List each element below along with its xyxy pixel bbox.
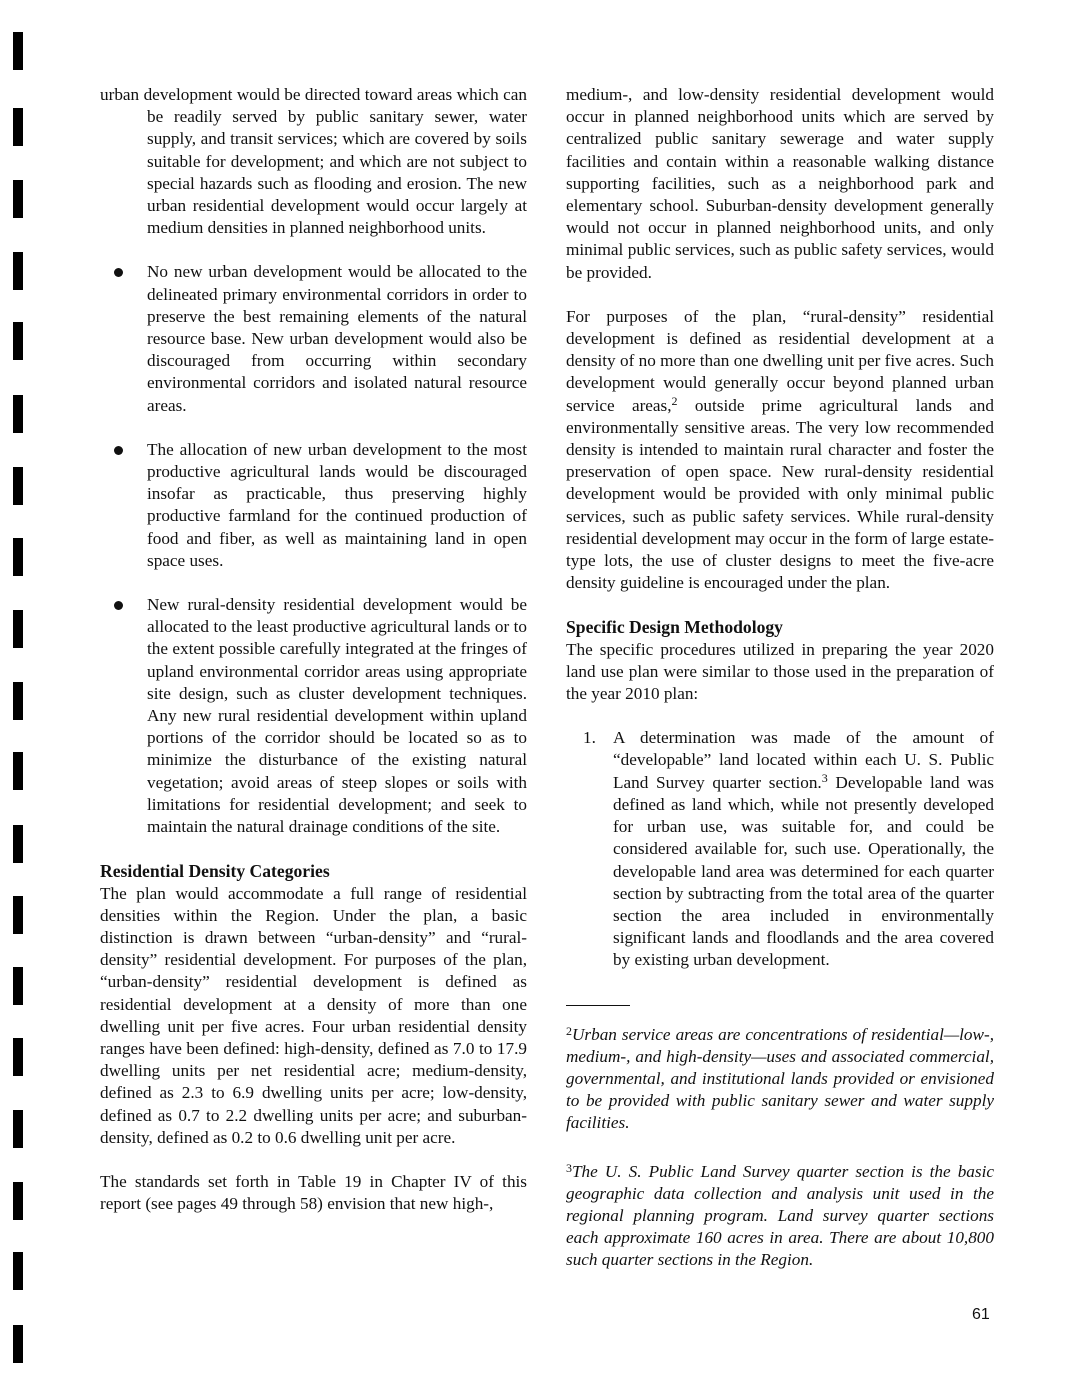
binding-mark	[13, 1110, 23, 1148]
step-text-a: A determination was made of the amount of “developable” land located within each U. S. Public Land Survey quarter section.	[613, 728, 994, 792]
list-item	[100, 261, 527, 416]
numbered-list	[566, 727, 994, 971]
paragraph-rural-density	[566, 306, 994, 595]
binding-mark	[13, 1252, 23, 1290]
footnote-ref-2: 2	[671, 393, 678, 408]
step-text-b: Developable land was defined as land which, while not presently developed for urban use, was suitable for, and could be considered available for, such use. Operationally, the developable land area was determined for each quarter section by subtracting from the total area of the quarter section the area included in environmentally significant lands and floodlands and the area covered by existing urban development.	[613, 772, 994, 970]
bullet-text: New rural-density residential development would be allocated to the least productive agricultural lands or to the extent possible carefully integrated at the fringes of upland environmental corridor areas using appropriate site design, such as cluster development techniques. Any new rural residential development within upland portions of the corridor should be located so as to minimize the disturbance of the existing natural vegetation; avoid areas of steep slopes or soils with limitations for residential development; and seek to maintain the natural drainage conditions of the site.	[147, 595, 527, 837]
binding-mark	[13, 32, 23, 70]
footnote-mark: 3	[566, 1160, 572, 1175]
bullet-list	[100, 261, 527, 838]
binding-mark	[13, 180, 23, 218]
binding-mark	[13, 538, 23, 576]
footnote-divider	[566, 1005, 630, 1006]
binding-mark	[13, 896, 23, 934]
footnote-text: Urban service areas are concentrations of residential—low-, medium-, and high-density—uses and associated commercial, governmental, and institutional lands provided or envisioned to be provided with public sanitary sewer and water supply facilities.	[566, 1024, 994, 1133]
right-column	[566, 84, 994, 1272]
footnote-2	[566, 1020, 994, 1135]
binding-mark	[13, 967, 23, 1005]
paragraph-rural-text-b: outside prime agricultural lands and environmentally sensitive areas. The very low recommended density is intended to maintain rural character and foster the preservation of open space. New rural-density residential development would be provided with only minimal public services, such as public safety services. While rural-density residential development may occur in the form of large estate-type lots, the use of cluster designs to meet the five-acre density guideline is encouraged under the plan.	[566, 395, 994, 593]
footnote-ref-3: 3	[821, 770, 828, 785]
binding-mark	[13, 1038, 23, 1076]
bullet-continuation: urban development would be directed toward areas which can be readily served by public sanitary sewer, water supply, and transit services; which are covered by soils suitable for development; and which are not subject to special hazards such as flooding and erosion. The new urban residential development would occur largely at medium densities in planned neighborhood units.	[100, 85, 527, 238]
list-item	[566, 727, 994, 971]
bullet-icon	[114, 446, 123, 455]
section-heading-methodology: Specific Design Methodology	[566, 617, 783, 638]
binding-mark	[13, 108, 23, 146]
paragraph-rural-text-a: For purposes of the plan, “rural-density” residential development is defined as residential development at a density of no more than one dwelling unit per five acres. Such development would generally occur beyond planned urban service areas,	[566, 306, 994, 415]
list-item	[100, 594, 527, 838]
paragraph-standards: The standards set forth in Table 19 in Chapter IV of this report (see pages 49 through 58) envision that new high-,	[100, 1171, 527, 1214]
section-heading-residential: Residential Density Categories	[100, 861, 330, 882]
footnote-text: The U. S. Public Land Survey quarter section is the basic geographic data collection and analysis unit used in the regional planning program. Land survey quarter sections each approximate 160 acres in area. There are about 10,800 such quarter sections in the Region.	[566, 1161, 994, 1270]
binding-mark	[13, 610, 23, 648]
binding-mark	[13, 395, 23, 433]
binding-mark	[13, 752, 23, 790]
footnote-mark: 2	[566, 1023, 572, 1038]
binding-mark	[13, 825, 23, 863]
bullet-text: The allocation of new urban development to the most productive agricultural lands would be discouraged insofar as practicable, thus preserving highly productive farmland for the continued production of food and fiber, as well as maintaining land in open space uses.	[147, 439, 527, 570]
bullet-icon	[114, 601, 123, 610]
paragraph-continued: medium-, and low-density residential development would occur in planned neighborhood units which are served by centralized public sanitary sewerage and water supply facilities and contain within a reasonable walking distance supporting facilities, such as a neighborhood park and elementary school. Suburban-density development generally would not occur in planned neighborhood units, and only minimal public services, such as public safety services, would be provided.	[566, 85, 994, 282]
paragraph-residential: The plan would accommodate a full range of residential densities within the Region. Under the plan, a basic distinction is drawn between “urban-density” and “rural-density” residential development. For purposes of the plan, “urban-density” residential development is defined as residential development at a density of more than one dwelling unit per five acres. Four urban residential density ranges have been defined: high-density, defined as 7.0 to 17.9 dwelling units per net residential acre; medium-density, defined as 2.3 to 6.9 dwelling units per acre; low-density, defined as 0.7 to 2.2 dwelling units per acre; and suburban-density, defined as 0.2 to 0.6 dwelling unit per acre.	[100, 883, 527, 1147]
binding-mark	[13, 252, 23, 290]
binding-mark	[13, 322, 23, 360]
left-column	[100, 84, 527, 1215]
list-number: 1.	[583, 728, 596, 748]
page-number: 61	[972, 1306, 990, 1323]
bullet-text: No new urban development would be allocated to the delineated primary environmental corridors in order to preserve the best remaining elements of the natural resource base. New urban development would also be discouraged from occurring within secondary environmental corridors and isolated natural resource areas.	[147, 262, 527, 415]
binding-mark	[13, 467, 23, 505]
binding-mark	[13, 1182, 23, 1220]
footnote-3	[566, 1157, 994, 1272]
list-item	[100, 439, 527, 572]
bullet-icon	[114, 268, 123, 277]
binding-mark	[13, 682, 23, 720]
binding-mark	[13, 1325, 23, 1363]
paragraph-methodology: The specific procedures utilized in preparing the year 2020 land use plan were similar to those used in the preparation of the year 2010 plan:	[566, 639, 994, 704]
